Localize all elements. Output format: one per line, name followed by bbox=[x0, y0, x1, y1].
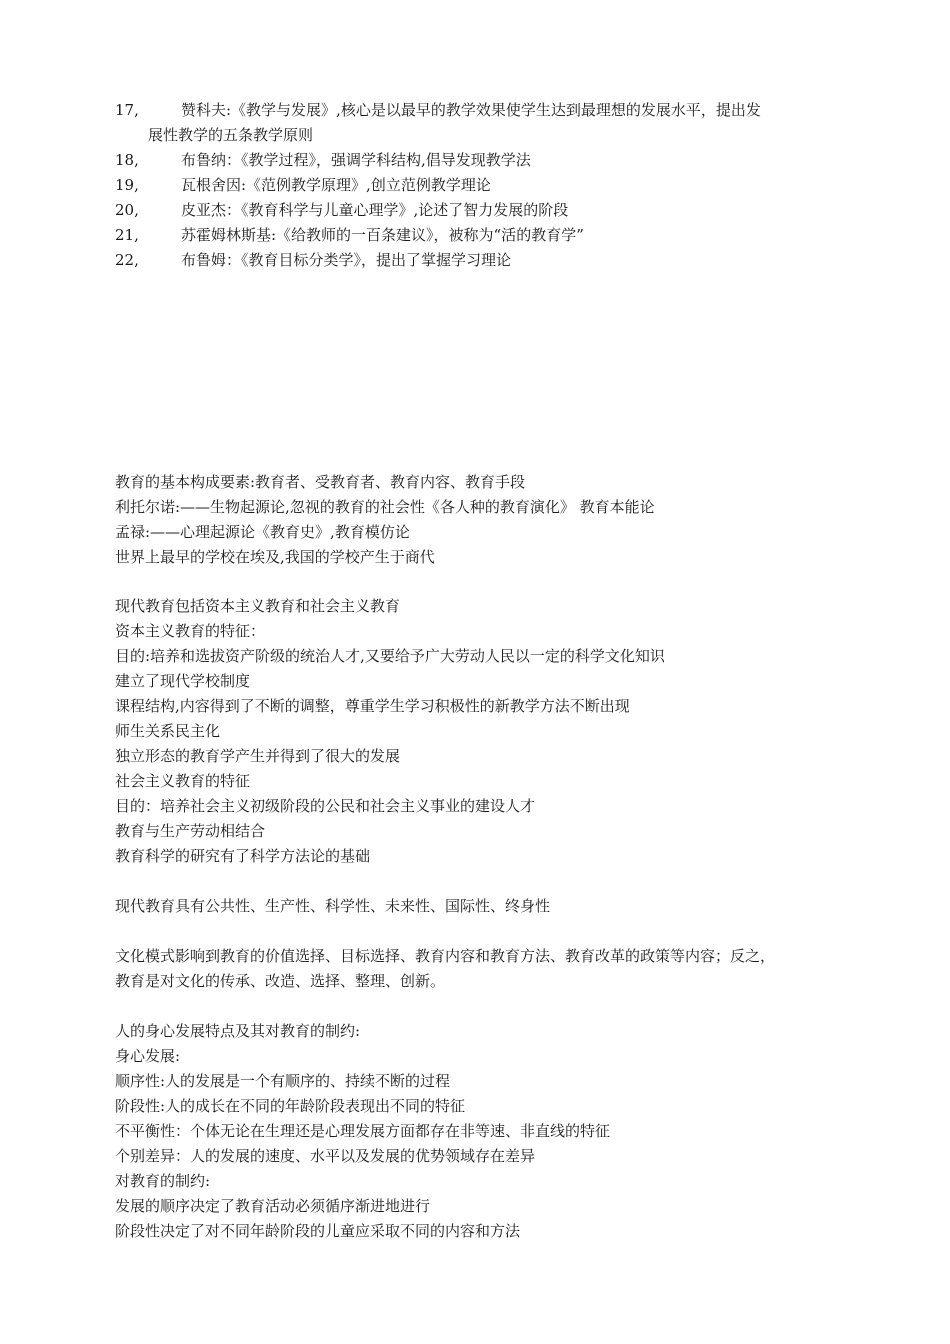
text-line: 现代教育包括资本主义教育和社会主义教育 bbox=[115, 597, 401, 615]
list-number: 21, bbox=[115, 226, 139, 244]
list-item bbox=[115, 223, 855, 248]
text-line: 教育与生产劳动相结合 bbox=[115, 822, 266, 840]
text-line: 建立了现代学校制度 bbox=[115, 672, 251, 690]
list-number: 22, bbox=[115, 251, 139, 269]
section-education-origins bbox=[115, 470, 855, 570]
text-line: 资本主义教育的特征： bbox=[115, 622, 266, 640]
text-line: 教育的基本构成要素:教育者、受教育者、教育内容、教育手段 bbox=[115, 473, 526, 491]
list-text: 苏霍姆林斯基:《给教师的一百条建议》，被称为“活的教育学” bbox=[181, 226, 584, 244]
text-line: 顺序性:人的发展是一个有顺序的、持续不断的过程 bbox=[115, 1072, 451, 1090]
text-line: 阶段性决定了对不同年龄阶段的儿童应采取不同的内容和方法 bbox=[115, 1222, 521, 1240]
text-line: 目的:培养和选拔资产阶级的统治人才,又要给予广大劳动人民以一定的科学文化知识 bbox=[115, 647, 665, 665]
list-item bbox=[115, 173, 855, 198]
list-number: 19, bbox=[115, 176, 139, 194]
numbered-list bbox=[115, 98, 855, 273]
list-item bbox=[115, 148, 855, 173]
list-item-continuation bbox=[115, 123, 855, 148]
list-number: 18, bbox=[115, 151, 139, 169]
list-number: 17, bbox=[115, 101, 139, 119]
list-item bbox=[115, 248, 855, 273]
list-text: 皮亚杰：《教育科学与儿童心理学》,论述了智力发展的阶段 bbox=[181, 201, 569, 219]
section-modern-education bbox=[115, 594, 855, 869]
text-line: 对教育的制约: bbox=[115, 1172, 211, 1190]
text-line: 不平衡性：个体无论在生理还是心理发展方面都存在非等速、非直线的特征 bbox=[115, 1122, 611, 1140]
section-culture-education bbox=[115, 944, 855, 994]
list-number: 20, bbox=[115, 201, 139, 219]
text-line: 教育科学的研究有了科学方法论的基础 bbox=[115, 847, 371, 865]
section-modern-features bbox=[115, 894, 855, 919]
text-line: 孟禄:——心理起源论《教育史》,教育模仿论 bbox=[115, 523, 410, 541]
text-line: 教育是对文化的传承、改造、选择、整理、创新。 bbox=[115, 972, 446, 990]
list-text: 布鲁姆：《教育目标分类学》，提出了掌握学习理论 bbox=[181, 251, 512, 269]
list-text: 布鲁纳：《教学过程》，强调学科结构,倡导发现教学法 bbox=[181, 151, 531, 169]
list-text-continuation: 展性教学的五条教学原则 bbox=[148, 126, 314, 144]
list-item bbox=[115, 198, 855, 223]
text-line: 身心发展: bbox=[115, 1047, 181, 1065]
text-line: 阶段性:人的成长在不同的年龄阶段表现出不同的特征 bbox=[115, 1097, 466, 1115]
text-line: 独立形态的教育学产生并得到了很大的发展 bbox=[115, 747, 401, 765]
text-line: 社会主义教育的特征 bbox=[115, 772, 251, 790]
text-line: 个别差异：人的发展的速度、水平以及发展的优势领域存在差异 bbox=[115, 1147, 536, 1165]
text-line: 发展的顺序决定了教育活动必须循序渐进地进行 bbox=[115, 1197, 431, 1215]
text-line: 世界上最早的学校在埃及,我国的学校产生于商代 bbox=[115, 548, 435, 566]
text-line: 人的身心发展特点及其对教育的制约: bbox=[115, 1022, 361, 1040]
text-line: 现代教育具有公共性、生产性、科学性、未来性、国际性、终身性 bbox=[115, 897, 551, 915]
text-line: 文化模式影响到教育的价值选择、目标选择、教育内容和教育方法、教育改革的政策等内容；反之， bbox=[115, 947, 776, 965]
text-line: 目的：培养社会主义初级阶段的公民和社会主义事业的建设人才 bbox=[115, 797, 536, 815]
section-development bbox=[115, 1019, 855, 1244]
text-line: 师生关系民主化 bbox=[115, 722, 221, 740]
list-text: 瓦根舍因:《范例教学原理》,创立范例教学理论 bbox=[181, 176, 491, 194]
text-line: 利托尔诺:——生物起源论,忽视的教育的社会性《各人种的教育演化》 教育本能论 bbox=[115, 498, 655, 516]
text-line: 课程结构,内容得到了不断的调整，尊重学生学习积极性的新教学方法不断出现 bbox=[115, 697, 630, 715]
list-text: 赞科夫:《教学与发展》,核心是以最早的教学效果使学生达到最理想的发展水平，提出发 bbox=[181, 101, 761, 119]
list-item bbox=[115, 98, 855, 123]
